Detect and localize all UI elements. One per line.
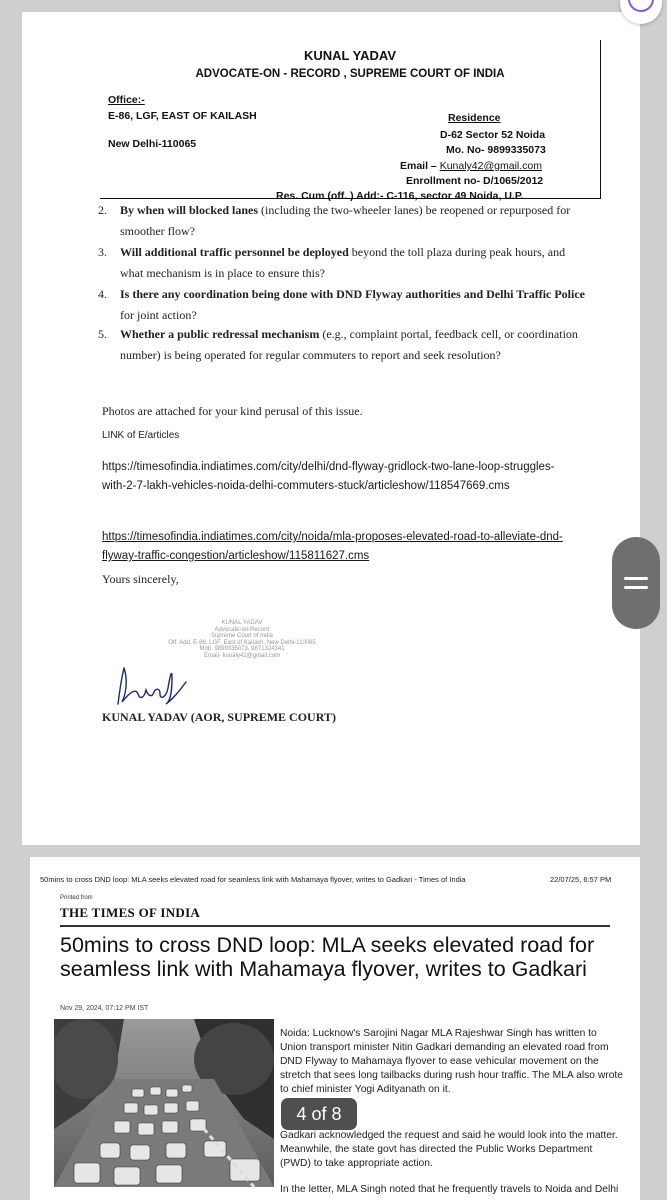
article-date: Nov 29, 2024, 07:12 PM IST xyxy=(60,1005,149,1012)
office-label: Office:- xyxy=(108,94,145,106)
question-2: 2. By when will blocked lanes (including the two-wheeler lanes) be reopened or repurposed for smoother flow? xyxy=(98,203,571,238)
newspaper-name: THE TIMES OF INDIA xyxy=(60,905,201,920)
question-4: 4. Is there any coordination being done with DND Flyway authorities and Delhi Traffic Police for joint action? xyxy=(98,287,585,322)
res-cum-office-address: Res. Cum (off. ) Add:- C-116, sector 49 Noida, U.P. xyxy=(276,190,524,202)
grip-line-bottom xyxy=(624,586,648,589)
mobile-number: Mo. No- 9899335073 xyxy=(446,144,546,156)
article-paragraph-1: Noida: Lucknow's Sarojini Nagar MLA Rajeshwar Singh has written to Union transport minister Nitin Gadkari demanding an elevated road from DND Flyway to Mahamaya flyover to ease vehicular movement on the stretch that sees long tailbacks during rush hour traffic. The MLA also wrote to chief minister Yogi Adityanath on it. xyxy=(280,1028,624,1095)
email-line xyxy=(400,160,542,172)
office-address-line1: E-86, LGF, EAST OF KAILASH xyxy=(108,110,257,122)
advocate-stamp: KUNAL YADAV Advocate-on-Record Supreme Court of India Off. Add. E-86, LGF, East of Kailash, New Delhi-110065 Mob. 9899335073, 9871324341 Email- kunaly42@gmail.com xyxy=(168,620,316,659)
letterhead xyxy=(100,40,601,202)
email-address: Kunaly42@gmail.com xyxy=(439,160,542,172)
links-label: LINK of E/articles xyxy=(102,430,180,441)
masthead-divider xyxy=(60,925,610,927)
scroll-handle[interactable] xyxy=(612,537,660,629)
print-header-title: 50mins to cross DND loop: MLA seeks elevated road for seamless link with Mahamaya flyover, writes to Gadkari - Times of India xyxy=(40,875,466,884)
traffic-photo xyxy=(54,1019,274,1187)
article-page xyxy=(30,857,640,1200)
article-link-2[interactable]: https://timesofindia.indiatimes.com/city/noida/mla-proposes-elevated-road-to-alleviate-dnd-flyway-traffic-congestion/articleshow/115811627.cms xyxy=(102,531,563,562)
article-headline: 50mins to cross DND loop: MLA seeks elevated road for seamless link with Mahamaya flyover, writes to Gadkari xyxy=(60,933,595,981)
email-label: Email – xyxy=(400,160,437,172)
letter-page xyxy=(22,12,640,845)
assistant-icon xyxy=(628,0,654,12)
print-header-date: 22/07/25, 6:57 PM xyxy=(550,875,612,884)
residence-address: D-62 Sector 52 Noida xyxy=(440,129,546,141)
article-paragraph-3: In the letter, MLA Singh noted that he frequently travels to Noida and Delhi xyxy=(280,1184,619,1195)
article-paragraph-2: Gadkari acknowledged the request and said he would look into the matter. Meanwhile, the state govt has directed the Public Works Department (PWD) to take appropriate action. xyxy=(280,1130,618,1169)
letterhead-title: ADVOCATE-ON - RECORD , SUPREME COURT OF INDIA xyxy=(195,68,505,80)
closing: Yours sincerely, xyxy=(102,572,179,586)
office-address-line2: New Delhi-110065 xyxy=(108,138,197,150)
article-link-1[interactable]: https://timesofindia.indiatimes.com/city/delhi/dnd-flyway-gridlock-two-lane-loop-struggles-with-2-7-lakh-vehicles-noida-delhi-commuters-stuck/articleshow/118547669.cms xyxy=(102,461,555,492)
letterhead-name: KUNAL YADAV xyxy=(304,48,396,63)
printed-from-label: Printed from xyxy=(60,895,93,901)
handwritten-signature xyxy=(110,658,190,710)
grip-line-top xyxy=(624,577,648,580)
signatory-name: KUNAL YADAV (AOR, SUPREME COURT) xyxy=(102,710,336,724)
residence-label: Residence xyxy=(448,112,501,124)
question-5: 5. Whether a public redressal mechanism (e.g., complaint portal, feedback cell, or coordination number) is being operated for regular commuters to report and seek resolution? xyxy=(98,327,578,362)
enrollment-number: Enrollment no- D/1065/2012 xyxy=(406,175,544,187)
photos-note: Photos are attached for your kind perusal of this issue. xyxy=(102,404,363,418)
page-indicator: 4 of 8 xyxy=(281,1098,357,1130)
question-3: 3. Will additional traffic personnel be deployed beyond the toll plaza during peak hours, and what mechanism is in place to ensure this? xyxy=(98,245,566,280)
